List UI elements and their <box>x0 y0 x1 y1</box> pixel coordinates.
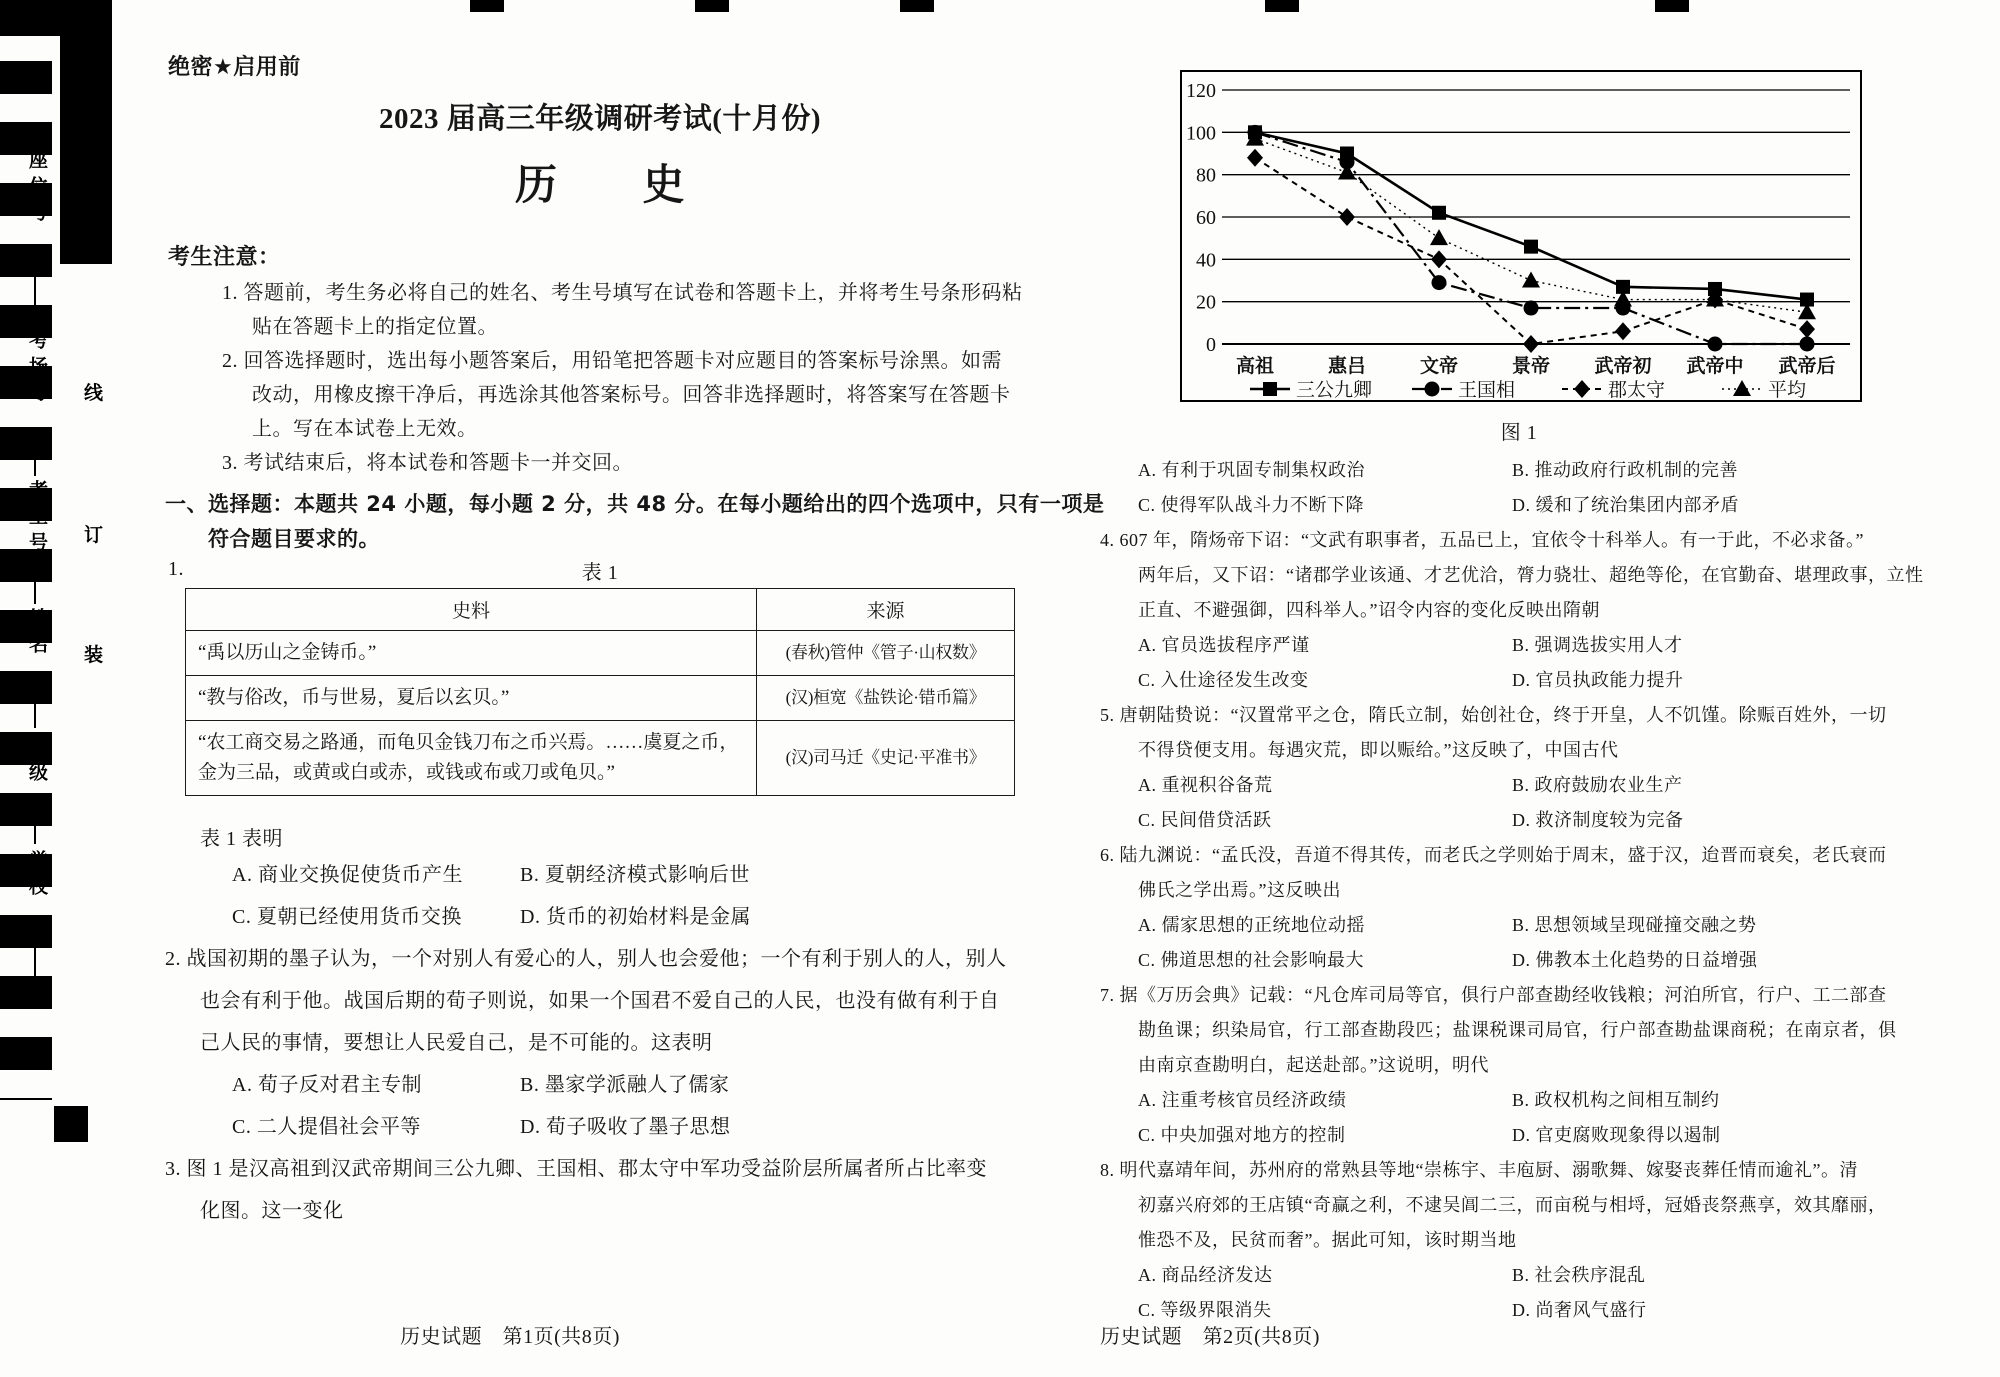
table-cell-material: “教与俗改，币与世易，夏后以玄贝。” <box>186 676 757 721</box>
margin-blank-line <box>34 808 36 844</box>
svg-text:100: 100 <box>1186 122 1216 145</box>
registration-mark <box>695 0 729 12</box>
margin-field-room-number: 考场号 <box>26 330 48 408</box>
scan-corner-block <box>0 0 112 36</box>
question-6-option-a: A. 儒家思想的正统地位动摇 <box>1138 915 1365 935</box>
margin-blank-line <box>34 252 36 318</box>
question-5-option-a: A. 重视积谷备荒 <box>1138 775 1273 795</box>
svg-text:平均: 平均 <box>1768 380 1807 400</box>
question-7-line: 由南京查勘明白，起送赴部。”这说明，明代 <box>1138 1055 1489 1075</box>
binding-line-char: 线 <box>84 382 104 404</box>
question-4-option-c: C. 入仕途径发生改变 <box>1138 670 1309 690</box>
question-2-option-b: B. 墨家学派融人了儒家 <box>520 1074 730 1096</box>
notice-heading: 考生注意： <box>168 245 281 270</box>
security-label: 绝密★启用前 <box>168 55 301 80</box>
question-4-line: 4. 607 年，隋炀帝下诏：“文武有职事者，五品已上，宜依令十科举人。有一于此，不必求备。” <box>1100 530 1864 550</box>
notice-line: 贴在答题卡上的指定位置。 <box>252 316 498 338</box>
table-header-source: 来源 <box>757 589 1015 631</box>
svg-text:郡太守: 郡太守 <box>1608 380 1666 400</box>
question-4-option-a: A. 官员选拔程序严谨 <box>1138 635 1310 655</box>
margin-field-school: 学校 <box>26 850 48 902</box>
table-row <box>186 631 1015 676</box>
svg-text:三公九卿: 三公九卿 <box>1296 380 1373 400</box>
svg-text:武帝后: 武帝后 <box>1778 356 1836 377</box>
registration-mark <box>1655 0 1689 12</box>
svg-text:文帝: 文帝 <box>1419 356 1459 377</box>
binding-line-char: 订 <box>84 524 104 546</box>
question-1-option-d: D. 货币的初始材料是金属 <box>520 906 751 928</box>
question-6-option-c: C. 佛道思想的社会影响最大 <box>1138 950 1365 970</box>
question-3-option-a: A. 有利于巩固专制集权政治 <box>1138 460 1365 480</box>
question-7-line: 勘鱼课；织染局官，行工部查勘段匹；盐课税课司局官，行户部查勘盐课商税；在南京者，俱 <box>1138 1020 1897 1040</box>
question-2-line: 2. 战国初期的墨子认为，一个对别人有爱心的人，别人也会爱他；一个有利于别人的人，别人 <box>165 948 1007 970</box>
svg-text:武帝中: 武帝中 <box>1686 356 1744 377</box>
question-1-option-c: C. 夏朝已经使用货币交换 <box>232 906 462 928</box>
question-2-line: 己人民的事情，要想让人民爱自己，是不可能的。这表明 <box>200 1032 713 1054</box>
binding-bottom-mark <box>54 1106 88 1142</box>
question-4-line: 两年后，又下诏：“诸郡学业该通、才艺优洽，膂力骁壮、超绝等伦，在官勤奋、堪理政事，立性 <box>1138 565 1924 585</box>
section-header-line1: 一、选择题：本题共 24 小题，每小题 2 分，共 48 分。在每小题给出的四个选项中，只有一项是 <box>165 492 1105 516</box>
question-4-option-b: B. 强调选拔实用人才 <box>1512 635 1683 655</box>
question-7-option-c: C. 中央加强对地方的控制 <box>1138 1125 1346 1145</box>
registration-mark <box>900 0 934 12</box>
svg-text:120: 120 <box>1186 80 1216 102</box>
question-8-option-b: B. 社会秩序混乱 <box>1512 1265 1646 1285</box>
section-header-line2: 符合题目要求的。 <box>208 527 380 551</box>
question-8-line: 8. 明代嘉靖年间，苏州府的常熟县等地“崇栋宇、丰庖厨、溺歌舞、嫁娶丧葬任情而逾礼”。清 <box>1100 1160 1858 1180</box>
subject-title: 历 史 <box>514 160 685 209</box>
svg-text:景帝: 景帝 <box>1511 356 1551 377</box>
question-7-option-a: A. 注重考核官员经济政绩 <box>1138 1090 1347 1110</box>
question-1-table <box>185 588 1015 796</box>
registration-mark <box>1265 0 1299 12</box>
question-3-line: 化图。这一变化 <box>200 1200 344 1222</box>
svg-text:80: 80 <box>1196 164 1216 187</box>
question-5-line: 不得贷便支用。每遇灾荒，即以赈给。”这反映了，中国古代 <box>1138 740 1619 760</box>
question-5-line: 5. 唐朝陆贽说：“汉置常平之仓，隋氏立制，始创社仓，终于开皇，人不饥馑。除赈百姓外，一切 <box>1100 705 1887 725</box>
question-6-line: 6. 陆九渊说：“孟氏没，吾道不得其传，而老氏之学则始于周末，盛于汉，迨晋而衰矣，老氏衰而 <box>1100 845 1887 865</box>
figure-1-caption: 图 1 <box>1500 422 1538 444</box>
binding-black-bar <box>60 36 112 264</box>
margin-blank-line <box>34 582 36 604</box>
page-2-footer: 历史试题 第2页(共8页) <box>1100 1326 1320 1348</box>
question-8-option-a: A. 商品经济发达 <box>1138 1265 1273 1285</box>
chart-canvas <box>1182 72 1860 400</box>
svg-text:0: 0 <box>1206 334 1216 356</box>
svg-text:王国相: 王国相 <box>1458 380 1516 400</box>
question-5-option-c: C. 民间借贷活跃 <box>1138 810 1272 830</box>
notice-line: 改动，用橡皮擦干净后，再选涂其他答案标号。回答非选择题时，将答案写在答题卡 <box>252 384 1011 406</box>
table-cell-material: “农工商交易之路通，而龟贝金钱刀布之币兴焉。……虞夏之币，金为三品，或黄或白或赤，或钱或布或刀或龟贝。” <box>186 721 757 796</box>
question-3-line: 3. 图 1 是汉高祖到汉武帝期间三公九卿、王国相、郡太守中军功受益阶层所属者所占比率变 <box>165 1158 987 1180</box>
notice-line: 1. 答题前，考生务必将自己的姓名、考生号填写在试卷和答题卡上，并将考生号条形码粘 <box>222 282 1023 304</box>
table-cell-source: (汉)桓宽《盐铁论·错币篇》 <box>757 676 1015 721</box>
table-cell-source: (春秋)管仲《管子·山权数》 <box>757 631 1015 676</box>
margin-field-seat-number: 座位号 <box>26 150 48 228</box>
question-8-line: 惟恐不及，民贫而奢”。据此可知，该时期当地 <box>1138 1230 1517 1250</box>
table-cell-source: (汉)司马迁《史记·平准书》 <box>757 721 1015 796</box>
question-1-number: 1. <box>168 558 184 580</box>
margin-blank-line <box>34 432 36 476</box>
question-7-option-d: D. 官吏腐败现象得以遏制 <box>1512 1125 1721 1145</box>
svg-text:高祖: 高祖 <box>1235 356 1275 377</box>
table-header-row <box>186 589 1015 631</box>
page-1-footer: 历史试题 第1页(共8页) <box>400 1326 620 1348</box>
question-7-option-b: B. 政权机构之间相互制约 <box>1512 1090 1720 1110</box>
question-2-option-c: C. 二人提倡社会平等 <box>232 1116 421 1138</box>
notice-line: 2. 回答选择题时，选出每小题答案后，用铅笔把答题卡对应题目的答案标号涂黑。如需 <box>222 350 1002 372</box>
ratio-line-chart <box>1180 70 1862 402</box>
table-row <box>186 676 1015 721</box>
svg-text:40: 40 <box>1196 249 1216 272</box>
question-8-option-d: D. 尚奢风气盛行 <box>1512 1300 1647 1320</box>
margin-field-class: 班级 <box>26 736 48 788</box>
question-1-option-a: A. 商业交换促使货币产生 <box>232 864 463 886</box>
svg-text:20: 20 <box>1196 291 1216 314</box>
table-1-caption: 表 1 <box>581 562 619 584</box>
margin-field-candidate-number: 考生号 <box>26 480 48 558</box>
question-5-option-d: D. 救济制度较为完备 <box>1512 810 1684 830</box>
table-header-material: 史料 <box>186 589 757 631</box>
question-6-line: 佛氏之学出焉。”这反映出 <box>1138 880 1341 900</box>
svg-text:60: 60 <box>1196 207 1216 229</box>
question-2-option-d: D. 荀子吸收了墨子思想 <box>520 1116 731 1138</box>
question-4-line: 正直、不避强御，四科举人。”诏令内容的变化反映出隋朝 <box>1138 600 1600 620</box>
question-6-option-b: B. 思想领域呈现碰撞交融之势 <box>1512 915 1757 935</box>
question-2-option-a: A. 荀子反对君主专制 <box>232 1074 422 1096</box>
question-1-stem: 表 1 表明 <box>200 828 283 850</box>
margin-field-name: 姓名 <box>26 608 48 660</box>
question-4-option-d: D. 官员执政能力提升 <box>1512 670 1684 690</box>
notice-line: 3. 考试结束后，将本试卷和答题卡一并交回。 <box>222 452 633 474</box>
svg-text:武帝初: 武帝初 <box>1594 356 1652 377</box>
question-5-option-b: B. 政府鼓励农业生产 <box>1512 775 1683 795</box>
svg-text:惠吕: 惠吕 <box>1327 356 1367 377</box>
margin-blank-line <box>34 922 36 992</box>
question-1-option-b: B. 夏朝经济模式影响后世 <box>520 864 750 886</box>
registration-mark <box>470 0 504 12</box>
exam-title: 2023 届高三年级调研考试(十月份) <box>378 103 822 135</box>
question-8-line: 初嘉兴府郊的王店镇“奇赢之利，不逮吴阊二三，而亩税与相埒，冠婚丧祭燕享，效其靡丽， <box>1138 1195 1887 1215</box>
question-3-option-b: B. 推动政府行政机制的完善 <box>1512 460 1739 480</box>
question-3-option-c: C. 使得军队战斗力不断下降 <box>1138 495 1365 515</box>
table-cell-material: “禹以历山之金铸币。” <box>186 631 757 676</box>
question-6-option-d: D. 佛教本土化趋势的日益增强 <box>1512 950 1758 970</box>
margin-blank-line <box>34 680 36 728</box>
question-3-option-d: D. 缓和了统治集团内部矛盾 <box>1512 495 1739 515</box>
table-row <box>186 721 1015 796</box>
notice-line: 上。写在本试卷上无效。 <box>252 418 478 440</box>
question-7-line: 7. 据《万历会典》记载：“凡仓库司局等官，俱行户部查勘经收钱粮；河泊所官，行户、工二部查 <box>1100 985 1887 1005</box>
question-8-option-c: C. 等级界限消失 <box>1138 1300 1272 1320</box>
binding-line-char: 装 <box>84 644 104 666</box>
question-2-line: 也会有利于他。战国后期的荀子则说，如果一个国君不爱自己的人民，也没有做有利于自 <box>200 990 1000 1012</box>
